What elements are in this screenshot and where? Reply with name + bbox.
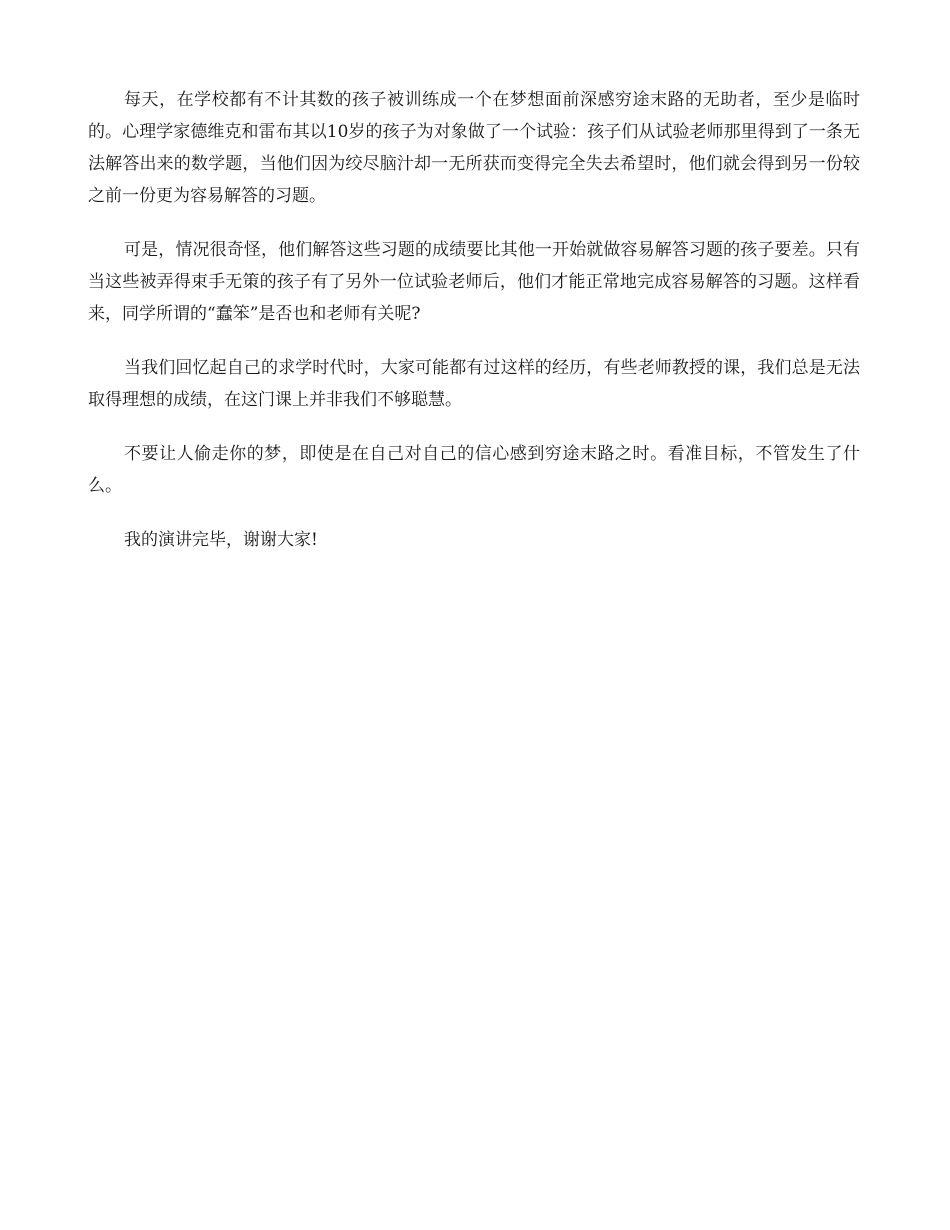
document-body: [88, 84, 860, 578]
paragraph-2: 可是，情况很奇怪，他们解答这些习题的成绩要比其他一开始就做容易解答习题的孩子要差。只有当这些被弄得束手无策的孩子有了另外一位试验老师后，他们才能正常地完成容易解答的习题。这样看来，同学所谓的“蠢笨”是否也和老师有关呢?: [88, 240, 860, 324]
paragraph-4: 不要让人偷走你的梦，即使是在自己对自己的信心感到穷途末路之时。看准目标，不管发生了什么。: [88, 444, 860, 496]
paragraph-5: 我的演讲完毕，谢谢大家!: [124, 530, 318, 550]
paragraph-1: 每天，在学校都有不计其数的孩子被训练成一个在梦想面前深感穷途末路的无助者，至少是临时的。心理学家德维克和雷布其以10岁的孩子为对象做了一个试验：孩子们从试验老师那里得到了一条无法解答出来的数学题，当他们因为绞尽脑汁却一无所获而变得完全失去希望时，他们就会得到另一份较之前一份更为容易解答的习题。: [88, 90, 860, 206]
paragraph-3: 当我们回忆起自己的求学时代时，大家可能都有过这样的经历，有些老师教授的课，我们总是无法取得理想的成绩，在这门课上并非我们不够聪慧。: [88, 358, 860, 410]
